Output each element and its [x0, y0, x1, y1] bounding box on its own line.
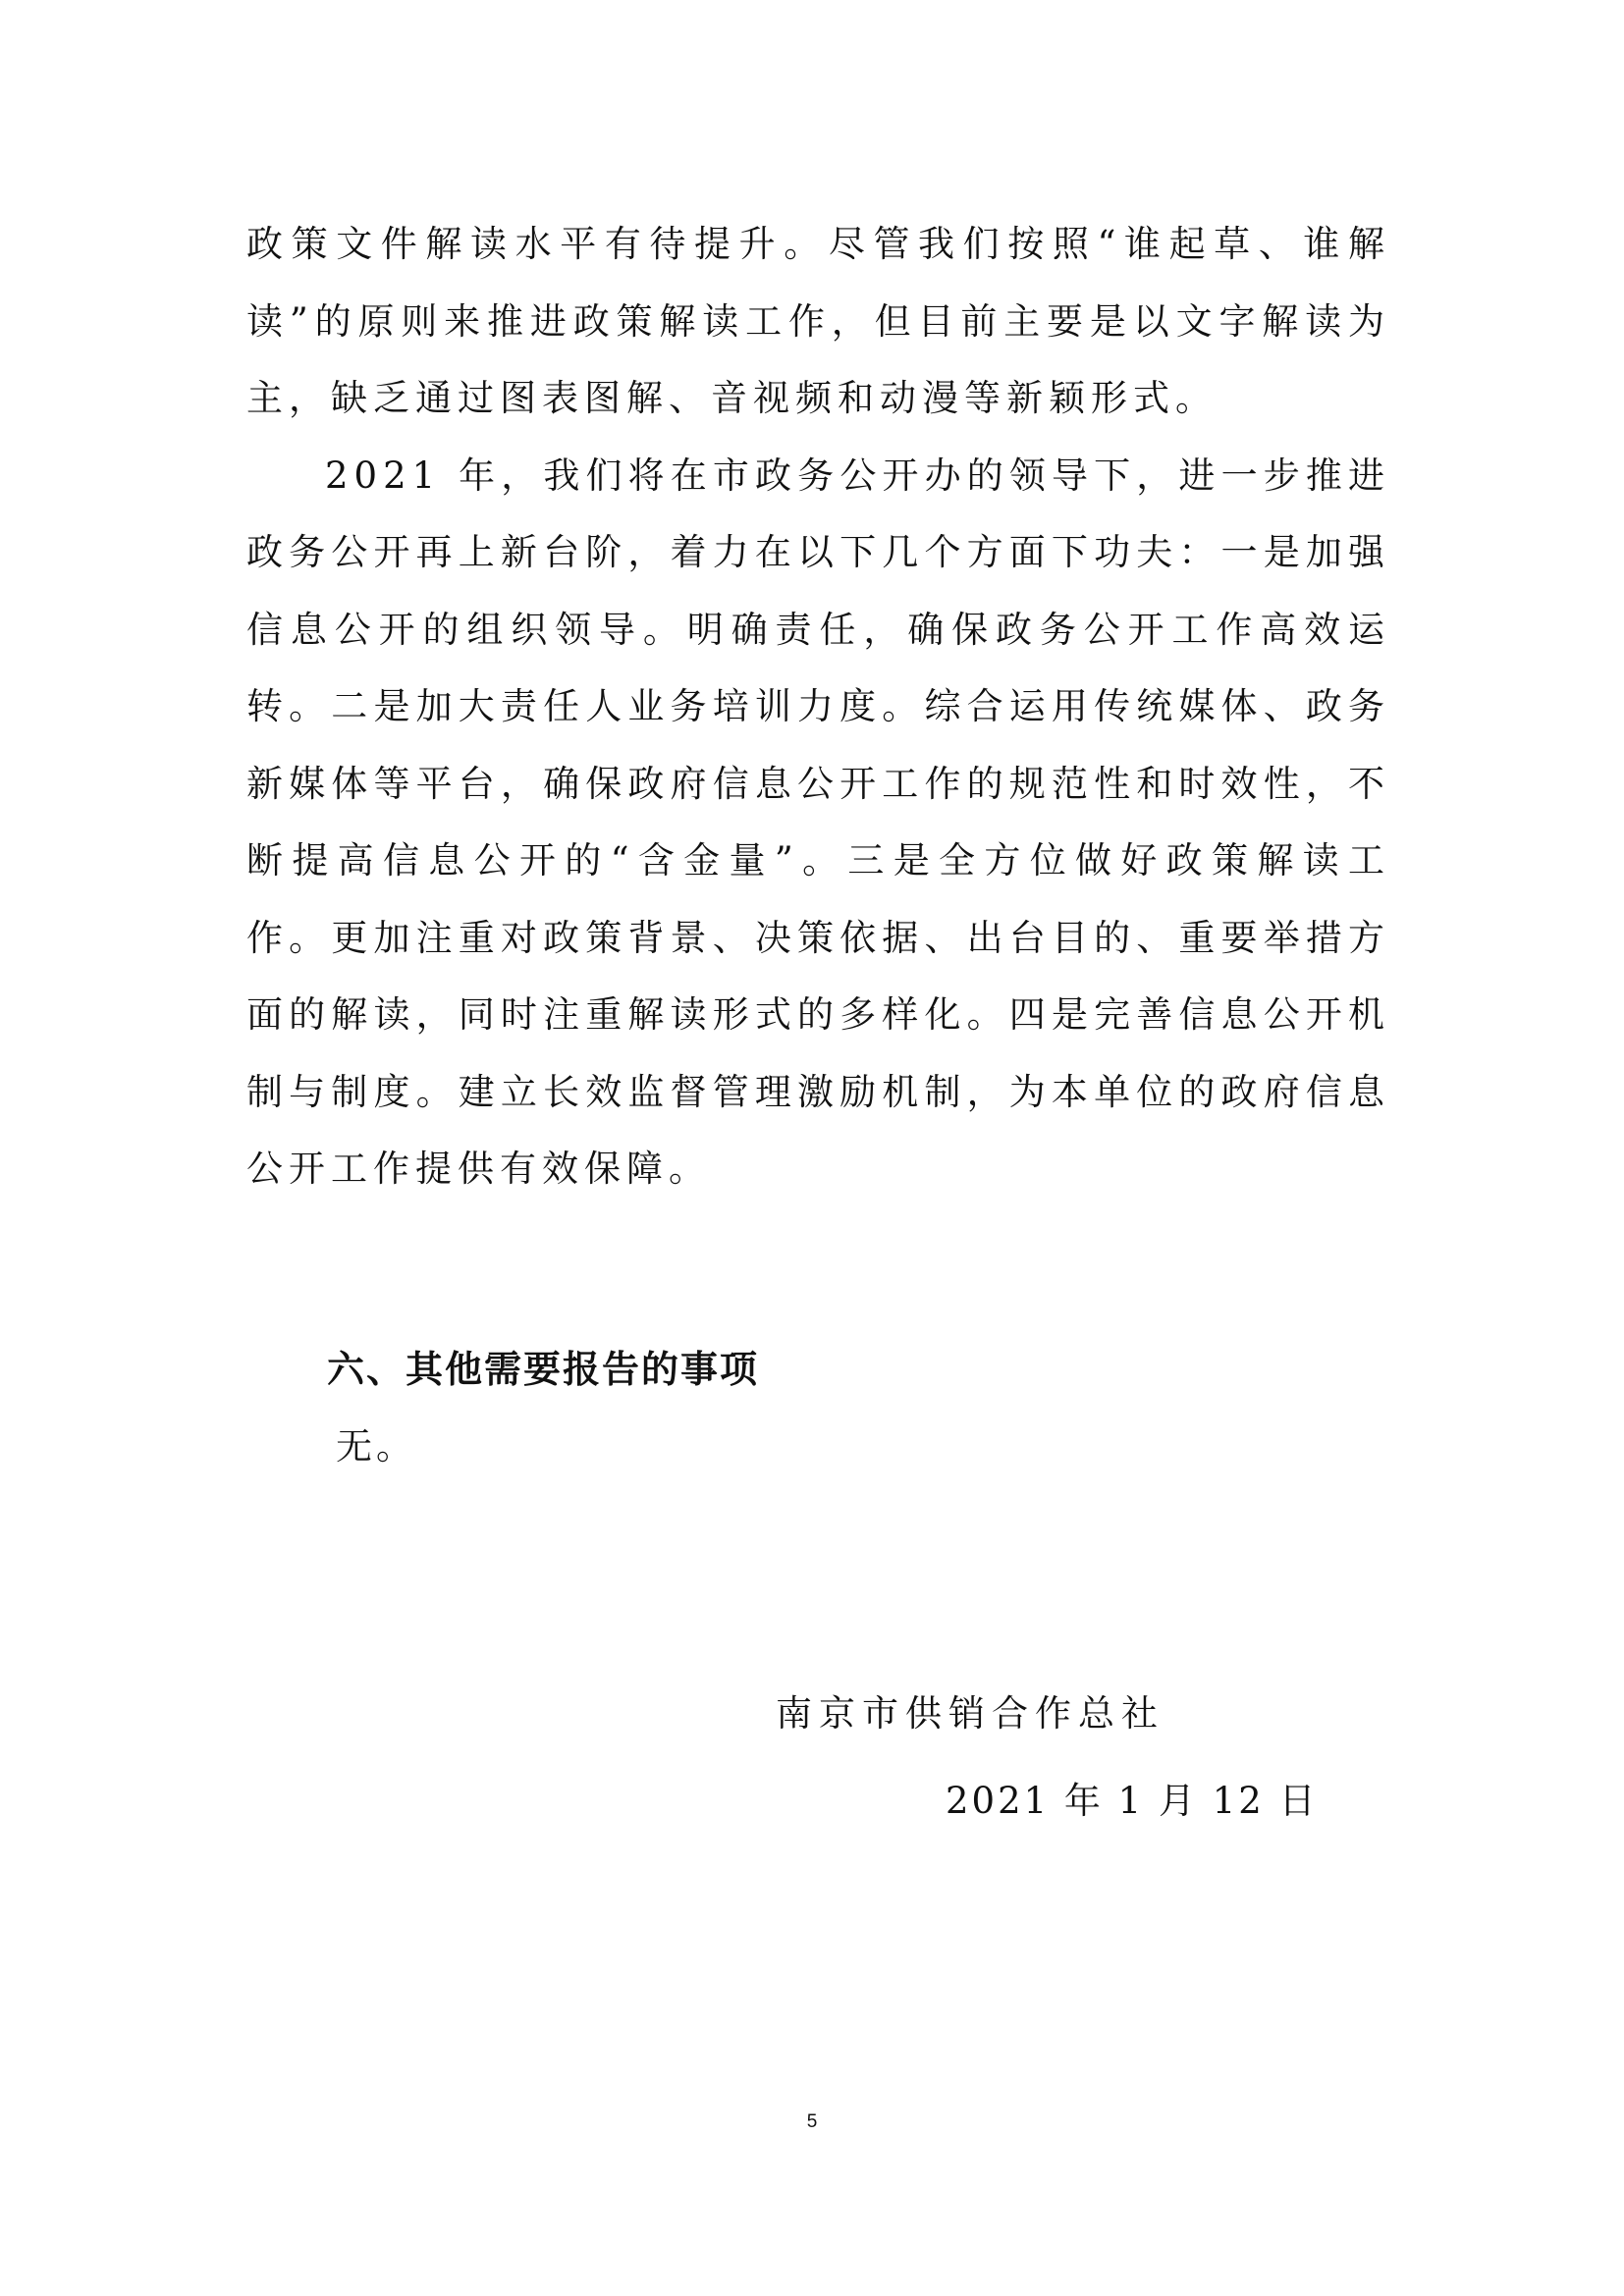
section-content-none: 无。	[336, 1425, 416, 1468]
document-body	[246, 206, 1390, 1208]
paragraph-policy-interpretation: 政策文件解读水平有待提升。尽管我们按照“谁起草、谁解读”的原则来推进政策解读工作，但目前主要是以文字解读为主，缺乏通过图表图解、音视频和动漫等新颖形式。	[246, 223, 1390, 419]
signature-organization: 南京市供销合作总社	[776, 1692, 1164, 1735]
paragraph-2021-plan: 2021 年，我们将在市政务公开办的领导下，进一步推进政务公开再上新台阶，着力在以下几个方面下功夫：一是加强信息公开的组织领导。明确责任，确保政务公开工作高效运转。二是加大责任人业务培训力度。综合运用传统媒体、政务新媒体等平台，确保政府信息公开工作的规范性和时效性，不断提高信息公开的“含金量”。三是全方位做好政策解读工作。更加注重对政策背景、决策依据、出台目的、重要举措方面的解读，同时注重解读形式的多样化。四是完善信息公开机制与制度。建立长效监督管理激励机制，为本单位的政府信息公开工作提供有效保障。	[246, 454, 1390, 1190]
section-heading-other-matters: 六、其他需要报告的事项	[327, 1348, 760, 1391]
signature-date: 2021 年 1 月 12 日	[946, 1780, 1319, 1822]
page-number: 5	[806, 2111, 818, 2132]
